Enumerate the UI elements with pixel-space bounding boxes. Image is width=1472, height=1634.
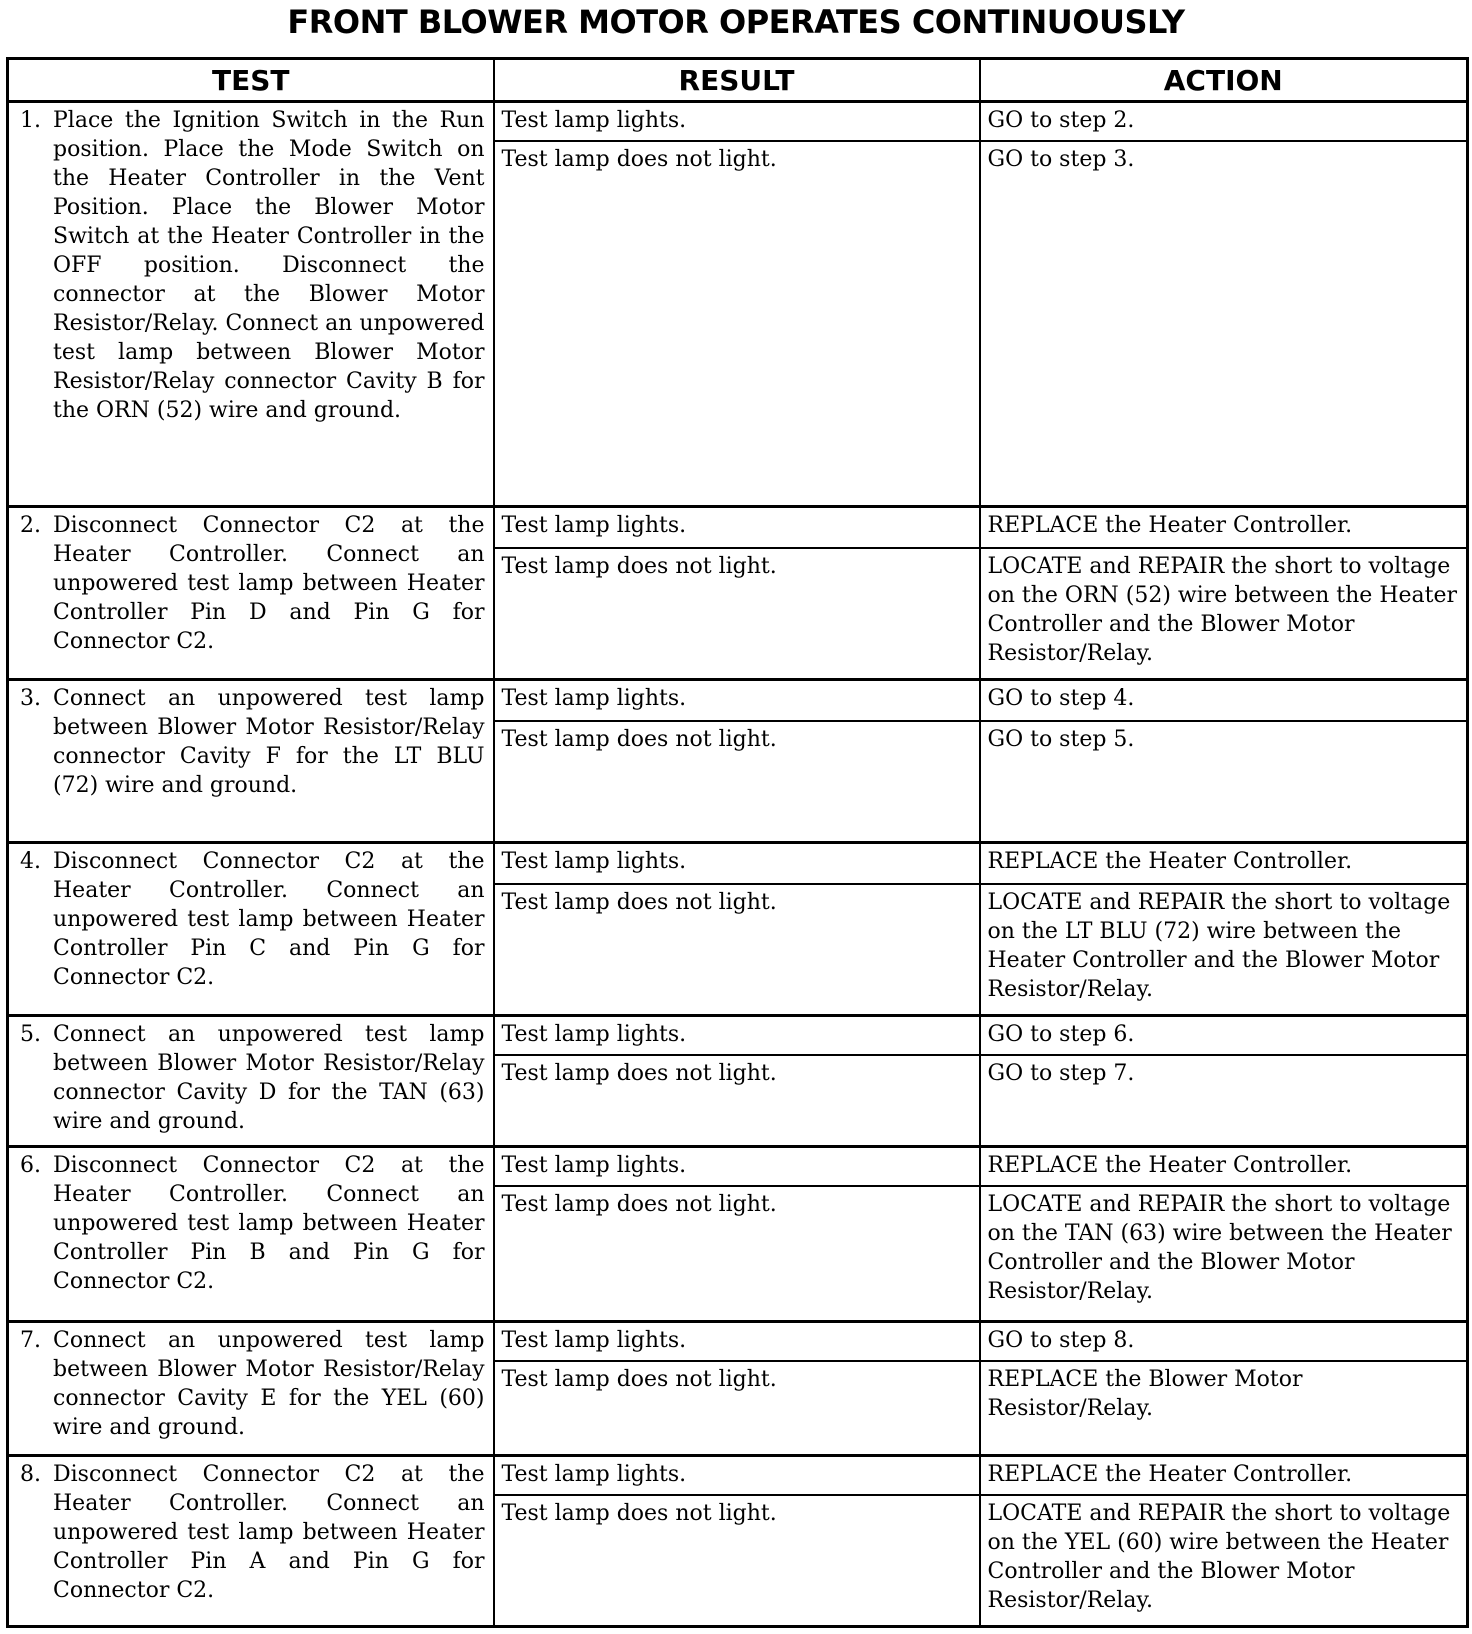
action-cell: GO to step 4. [980,679,1468,721]
result-cell: Test lamp does not light. [494,884,980,1015]
action-cell: GO to step 5. [980,721,1468,842]
step-instructions: Connect an unpowered test lamp between Blower Motor Resistor/Relay connector Cavity F for the LT BLU (72) wire and ground. [53,685,485,798]
test-cell [8,1147,494,1322]
table-row [8,842,1468,884]
step-number: 4. [20,848,41,874]
test-step [17,684,485,800]
table-header-row [8,59,1468,102]
action-cell: GO to step 6. [980,1015,1468,1055]
step-number: 2. [20,512,41,538]
step-instructions: Disconnect Connector C2 at the Heater Controller. Connect an unpowered test lamp between Heater Controller Pin D and Pin G for Connector C2. [53,512,485,654]
action-column-header: ACTION [980,59,1468,102]
test-column-header: TEST [8,59,494,102]
result-cell: Test lamp lights. [494,102,980,142]
table-row [8,1147,1468,1187]
step-number: 3. [20,685,41,711]
table-row [8,506,1468,548]
action-cell: REPLACE the Heater Controller. [980,1455,1468,1495]
step-instructions: Connect an unpowered test lamp between Blower Motor Resistor/Relay connector Cavity E for the YEL (60) wire and ground. [53,1328,485,1441]
test-step [17,511,485,656]
step-instructions: Disconnect Connector C2 at the Heater Controller. Connect an unpowered test lamp between Heater Controller Pin C and Pin G for Connector C2. [53,848,485,990]
diagnostic-table [6,57,1469,1628]
action-cell: LOCATE and REPAIR the short to voltage on the YEL (60) wire between the Heater Controller and the Blower Motor Resistor/Relay. [980,1495,1468,1627]
action-cell: REPLACE the Heater Controller. [980,1147,1468,1187]
test-cell [8,506,494,679]
test-step [17,1151,485,1296]
test-step [17,106,485,425]
step-number: 8. [20,1461,41,1487]
action-cell: LOCATE and REPAIR the short to voltage on the TAN (63) wire between the Heater Controller and the Blower Motor Resistor/Relay. [980,1186,1468,1322]
test-step [17,1326,485,1442]
result-cell: Test lamp lights. [494,1322,980,1362]
result-cell: Test lamp lights. [494,1455,980,1495]
table-row [8,102,1468,142]
test-cell [8,1455,494,1626]
result-cell: Test lamp does not light. [494,721,980,842]
result-cell: Test lamp does not light. [494,1055,980,1147]
step-number: 7. [20,1328,41,1354]
action-cell: GO to step 2. [980,102,1468,142]
step-number: 1. [20,108,41,133]
result-cell: Test lamp does not light. [494,1495,980,1627]
result-cell: Test lamp does not light. [494,1186,980,1322]
step-instructions: Disconnect Connector C2 at the Heater Controller. Connect an unpowered test lamp between Heater Controller Pin A and Pin G for Connector C2. [53,1461,485,1603]
test-cell [8,679,494,842]
result-cell: Test lamp lights. [494,1147,980,1187]
test-step [17,847,485,992]
table-row [8,1015,1468,1055]
step-instructions: Disconnect Connector C2 at the Heater Controller. Connect an unpowered test lamp between Heater Controller Pin B and Pin G for Connector C2. [53,1153,485,1295]
result-cell: Test lamp lights. [494,506,980,548]
step-instructions: Place the Ignition Switch in the Run position. Place the Mode Switch on the Heater Controller in the Vent Position. Place the Blower Motor Switch at the Heater Controller in the OFF position. Disconnect the connector at the Blower Motor Resistor/Relay. Connect an unpowered test lamp between Blower Motor Resistor/Relay connector Cavity B for the ORN (52) wire and ground. [53,108,485,423]
action-cell: GO to step 7. [980,1055,1468,1147]
action-cell: REPLACE the Heater Controller. [980,842,1468,884]
action-cell: GO to step 8. [980,1322,1468,1362]
test-cell [8,1015,494,1146]
test-cell [8,1322,494,1456]
table-row [8,1455,1468,1495]
table-body [8,102,1468,1627]
result-cell: Test lamp lights. [494,1015,980,1055]
step-number: 6. [20,1153,41,1179]
test-step [17,1020,485,1136]
result-column-header: RESULT [494,59,980,102]
action-cell: REPLACE the Blower Motor Resistor/Relay. [980,1361,1468,1455]
action-cell: GO to step 3. [980,141,1468,506]
result-cell: Test lamp lights. [494,679,980,721]
result-cell: Test lamp does not light. [494,1361,980,1455]
step-number: 5. [20,1021,41,1047]
table-row [8,1322,1468,1362]
test-cell [8,102,494,507]
result-cell: Test lamp does not light. [494,141,980,506]
table-row [8,679,1468,721]
action-cell: LOCATE and REPAIR the short to voltage on the ORN (52) wire between the Heater Controller and the Blower Motor Resistor/Relay. [980,548,1468,679]
action-cell: LOCATE and REPAIR the short to voltage on the LT BLU (72) wire between the Heater Controller and the Blower Motor Resistor/Relay. [980,884,1468,1015]
test-cell [8,842,494,1015]
action-cell: REPLACE the Heater Controller. [980,506,1468,548]
step-instructions: Connect an unpowered test lamp between Blower Motor Resistor/Relay connector Cavity D for the TAN (63) wire and ground. [53,1021,485,1134]
test-step [17,1460,485,1605]
page-title: FRONT BLOWER MOTOR OPERATES CONTINUOUSLY [287,3,1185,41]
result-cell: Test lamp lights. [494,842,980,884]
result-cell: Test lamp does not light. [494,548,980,679]
